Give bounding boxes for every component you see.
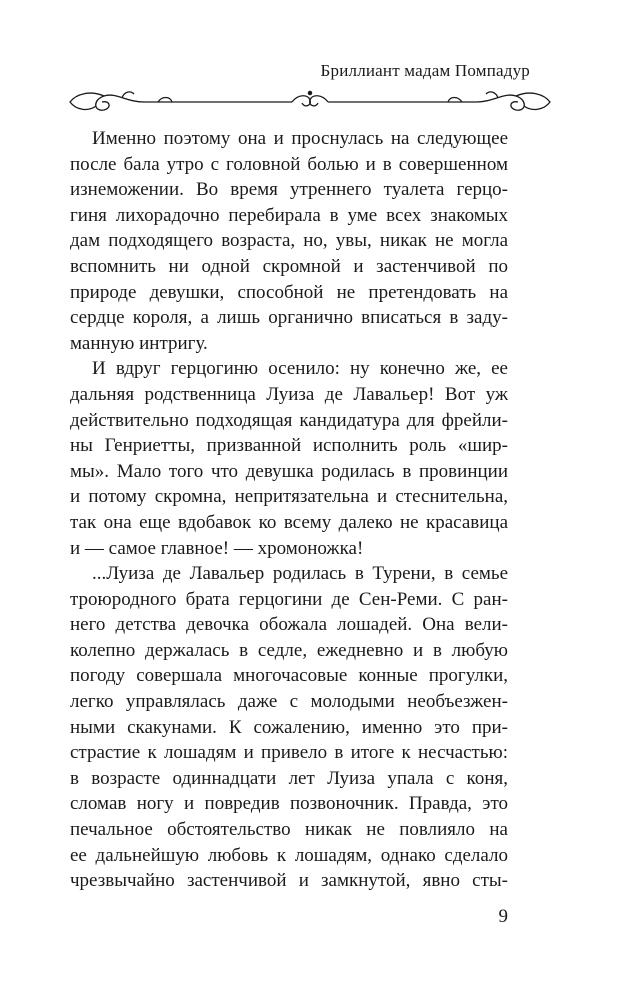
text-line: природе девушки, способной не претендовать на bbox=[70, 281, 508, 303]
text-line: погоду совершала многочасовые конные прогулки, bbox=[70, 665, 508, 687]
text-line: дам подходящего возраста, но, увы, никак не могла bbox=[70, 230, 508, 252]
text-line: него детства девочка обожала лошадей. Она вели- bbox=[70, 614, 508, 636]
text-line: так она еще вдобавок ко всему далеко не красавица bbox=[70, 511, 508, 533]
text-line: и — самое главное! — хромоножка! bbox=[70, 537, 364, 559]
text-line: в возрасте одиннадцати лет Луиза упала с коня, bbox=[70, 767, 508, 789]
text-line: страстие к лошадям и привело в итоге к несчастью: bbox=[70, 742, 508, 764]
text-line: дальняя родственница Луиза де Лавальер! Вот уж bbox=[70, 383, 508, 405]
text-line: троюродного брата герцогини де Сен-Реми. С ран- bbox=[70, 588, 508, 610]
text-line: легко управлялась даже с молодыми необъезжен- bbox=[70, 691, 508, 713]
running-title: Бриллиант мадам Помпадур bbox=[320, 61, 530, 80]
text-line: вспомнить ни одной скромной и застенчивой по bbox=[70, 255, 508, 277]
text-line: после бала утро с головной болью и в совершенном bbox=[70, 153, 508, 175]
text-line: ...Луиза де Лавальер родилась в Турени, в семье bbox=[92, 563, 508, 585]
decorative-flourish-divider bbox=[66, 88, 554, 116]
text-line: Именно поэтому она и проснулась на следующее bbox=[92, 128, 508, 149]
text-line: действительно подходящая кандидатура для фрейли- bbox=[70, 409, 508, 431]
body-text bbox=[70, 126, 508, 894]
text-line: ее дальнейшую любовь к лошадям, однако сделало bbox=[70, 844, 508, 866]
text-line: чрезвычайно застенчивой и замкнутой, явно сты- bbox=[70, 870, 508, 892]
text-line: изнеможении. Во время утреннего туалета герцо- bbox=[70, 179, 508, 201]
text-line: мы». Мало того что девушка родилась в провинции bbox=[70, 460, 508, 482]
page-number: 9 bbox=[498, 906, 508, 927]
text-line: колепно держалась в седле, ежедневно и в любую bbox=[70, 639, 508, 661]
text-line: И вдруг герцогиню осенило: ну конечно же, ее bbox=[92, 358, 508, 380]
text-line: сломав ногу и повредив позвоночник. Правда, это bbox=[70, 793, 508, 815]
text-line: ны Генриетты, призванной исполнить роль «шир- bbox=[70, 435, 508, 457]
text-line: манную интригу. bbox=[70, 332, 208, 354]
text-line: гиня лихорадочно перебирала в уме всех знакомых bbox=[70, 204, 508, 226]
text-line: печальное обстоятельство никак не повлияло на bbox=[70, 819, 508, 841]
text-line: и потому скромна, непритязательна и стеснительна, bbox=[70, 486, 508, 508]
text-line: сердце короля, а лишь органично вписаться в заду- bbox=[70, 307, 508, 329]
text-line: ными скакунами. К сожалению, именно это при- bbox=[70, 716, 508, 738]
